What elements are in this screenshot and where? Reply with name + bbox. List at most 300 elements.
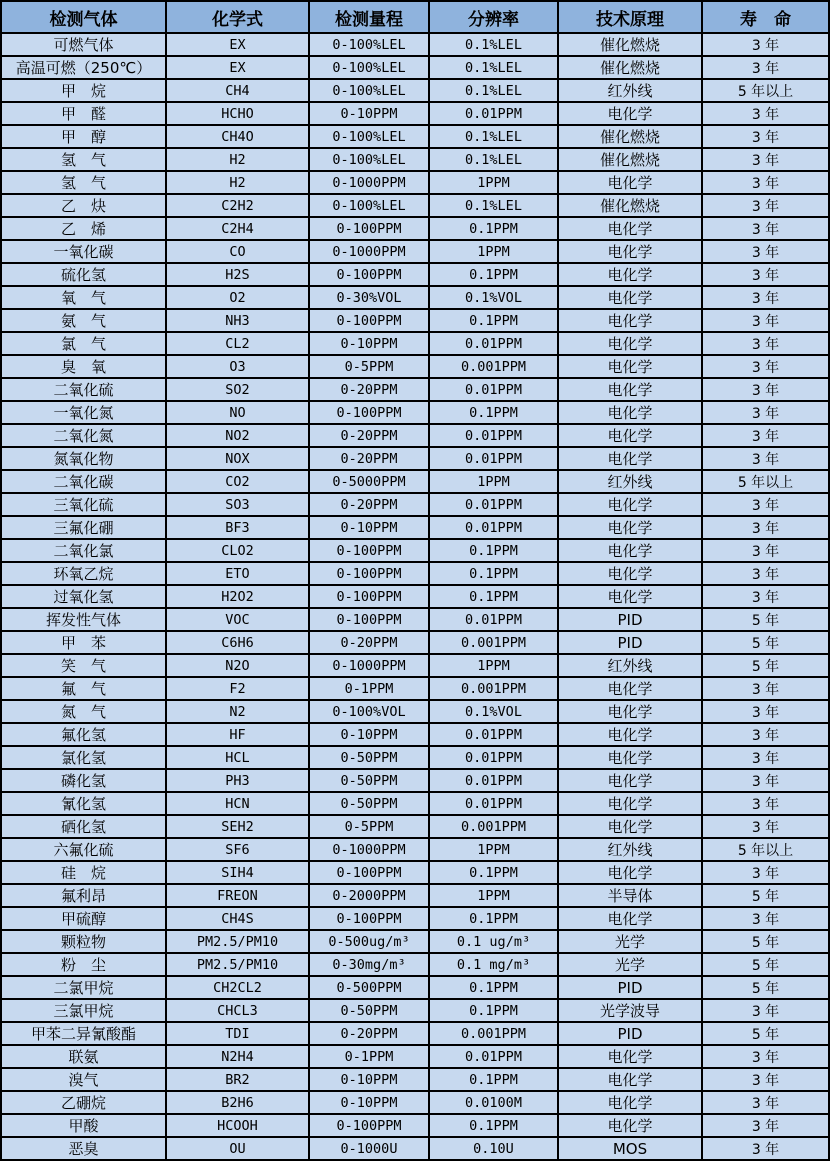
table-cell: 粉 尘 — [1, 953, 166, 976]
table-cell: 甲 醇 — [1, 125, 166, 148]
table-cell: 0.01PPM — [429, 792, 558, 815]
table-body — [1, 33, 829, 1160]
table-cell: N2 — [166, 700, 309, 723]
table-cell: 0.1%LEL — [429, 79, 558, 102]
table-cell: 六氟化硫 — [1, 838, 166, 861]
table-cell: 光学 — [558, 953, 702, 976]
table-cell: 氮 气 — [1, 700, 166, 723]
table-cell: 0-100PPM — [309, 861, 429, 884]
table-cell: 电化学 — [558, 1045, 702, 1068]
table-cell: 电化学 — [558, 263, 702, 286]
table-cell: PID — [558, 608, 702, 631]
table-cell: HF — [166, 723, 309, 746]
table-cell: 0.1PPM — [429, 401, 558, 424]
table-cell: 0-100%LEL — [309, 148, 429, 171]
table-cell: 电化学 — [558, 309, 702, 332]
table-row — [1, 930, 829, 953]
table-cell: 乙硼烷 — [1, 1091, 166, 1114]
table-cell: 0.1PPM — [429, 263, 558, 286]
table-cell: C2H2 — [166, 194, 309, 217]
table-cell: 5 年 — [702, 953, 829, 976]
table-cell: H2 — [166, 171, 309, 194]
table-cell: 0.1PPM — [429, 585, 558, 608]
table-row — [1, 792, 829, 815]
table-cell: 0-1000PPM — [309, 838, 429, 861]
table-cell: 硫化氢 — [1, 263, 166, 286]
table-cell: PH3 — [166, 769, 309, 792]
table-cell: BR2 — [166, 1068, 309, 1091]
table-cell: 0-1000U — [309, 1137, 429, 1160]
table-cell: 0-20PPM — [309, 378, 429, 401]
table-cell: 3 年 — [702, 263, 829, 286]
table-cell: 0.1 mg/m³ — [429, 953, 558, 976]
table-cell: 0-10PPM — [309, 516, 429, 539]
table-row — [1, 907, 829, 930]
table-cell: 5 年 — [702, 976, 829, 999]
table-cell: CH2CL2 — [166, 976, 309, 999]
table-cell: 3 年 — [702, 792, 829, 815]
header-row — [1, 1, 829, 33]
table-cell: 3 年 — [702, 769, 829, 792]
table-cell: 电化学 — [558, 861, 702, 884]
column-header: 寿 命 — [702, 1, 829, 33]
table-cell: 氰化氢 — [1, 792, 166, 815]
table-cell: 0.10U — [429, 1137, 558, 1160]
table-row — [1, 976, 829, 999]
table-cell: 甲苯二异氰酸酯 — [1, 1022, 166, 1045]
table-cell: 甲 醛 — [1, 102, 166, 125]
table-cell: 3 年 — [702, 999, 829, 1022]
table-cell: HCHO — [166, 102, 309, 125]
table-cell: 氢 气 — [1, 148, 166, 171]
table-cell: 硒化氢 — [1, 815, 166, 838]
table-cell: 3 年 — [702, 194, 829, 217]
table-cell: 颗粒物 — [1, 930, 166, 953]
table-cell: 电化学 — [558, 217, 702, 240]
table-cell: 0-20PPM — [309, 1022, 429, 1045]
table-cell: 乙 炔 — [1, 194, 166, 217]
table-cell: 0-100PPM — [309, 309, 429, 332]
table-cell: 环氧乙烷 — [1, 562, 166, 585]
table-cell: HCN — [166, 792, 309, 815]
table-cell: 氟化氢 — [1, 723, 166, 746]
table-cell: SO2 — [166, 378, 309, 401]
table-cell: 电化学 — [558, 401, 702, 424]
column-header: 化学式 — [166, 1, 309, 33]
table-row — [1, 79, 829, 102]
table-cell: 0-20PPM — [309, 493, 429, 516]
table-cell: 笑 气 — [1, 654, 166, 677]
table-cell: 0.01PPM — [429, 608, 558, 631]
table-cell: 0.01PPM — [429, 746, 558, 769]
table-cell: 5 年 — [702, 1022, 829, 1045]
table-cell: 3 年 — [702, 148, 829, 171]
table-cell: 3 年 — [702, 1091, 829, 1114]
table-cell: 红外线 — [558, 654, 702, 677]
table-cell: 5 年 — [702, 608, 829, 631]
table-cell: 1PPM — [429, 470, 558, 493]
table-cell: 0-100PPM — [309, 217, 429, 240]
table-row — [1, 1091, 829, 1114]
table-cell: 0-10PPM — [309, 1068, 429, 1091]
table-cell: 3 年 — [702, 746, 829, 769]
table-row — [1, 493, 829, 516]
table-row — [1, 585, 829, 608]
table-row — [1, 562, 829, 585]
table-row — [1, 240, 829, 263]
table-row — [1, 102, 829, 125]
table-cell: 0-50PPM — [309, 792, 429, 815]
table-cell: 3 年 — [702, 1045, 829, 1068]
table-cell: 0-10PPM — [309, 332, 429, 355]
table-cell: 5 年以上 — [702, 79, 829, 102]
table-cell: 0.01PPM — [429, 493, 558, 516]
table-cell: 0-30mg/m³ — [309, 953, 429, 976]
table-row — [1, 286, 829, 309]
table-cell: SIH4 — [166, 861, 309, 884]
table-cell: 3 年 — [702, 378, 829, 401]
table-cell: EX — [166, 56, 309, 79]
column-header: 分辨率 — [429, 1, 558, 33]
table-cell: 5 年以上 — [702, 838, 829, 861]
table-cell: 氟 气 — [1, 677, 166, 700]
table-cell: H2O2 — [166, 585, 309, 608]
table-cell: 0-100PPM — [309, 263, 429, 286]
table-cell: 3 年 — [702, 171, 829, 194]
table-cell: 电化学 — [558, 1091, 702, 1114]
table-cell: 5 年 — [702, 884, 829, 907]
table-cell: 0-20PPM — [309, 424, 429, 447]
table-cell: CH4S — [166, 907, 309, 930]
table-cell: 3 年 — [702, 102, 829, 125]
table-row — [1, 217, 829, 240]
table-cell: 0.1 ug/m³ — [429, 930, 558, 953]
table-cell: 磷化氢 — [1, 769, 166, 792]
table-cell: PM2.5/PM10 — [166, 953, 309, 976]
table-cell: 0.1PPM — [429, 1068, 558, 1091]
table-row — [1, 700, 829, 723]
table-cell: O2 — [166, 286, 309, 309]
table-cell: 电化学 — [558, 102, 702, 125]
table-cell: 0.01PPM — [429, 102, 558, 125]
table-cell: 0-1000PPM — [309, 240, 429, 263]
table-cell: 臭 氧 — [1, 355, 166, 378]
table-cell: 1PPM — [429, 654, 558, 677]
table-cell: SO3 — [166, 493, 309, 516]
table-cell: 半导体 — [558, 884, 702, 907]
table-cell: 3 年 — [702, 401, 829, 424]
table-cell: 电化学 — [558, 332, 702, 355]
table-cell: 0.1PPM — [429, 976, 558, 999]
table-cell: 电化学 — [558, 792, 702, 815]
table-cell: SF6 — [166, 838, 309, 861]
table-cell: CL2 — [166, 332, 309, 355]
table-cell: MOS — [558, 1137, 702, 1160]
table-cell: C2H4 — [166, 217, 309, 240]
table-cell: 氧 气 — [1, 286, 166, 309]
table-row — [1, 447, 829, 470]
table-cell: 电化学 — [558, 769, 702, 792]
table-cell: 0-10PPM — [309, 1091, 429, 1114]
table-cell: 0.01PPM — [429, 769, 558, 792]
table-cell: 0.1PPM — [429, 999, 558, 1022]
table-cell: 挥发性气体 — [1, 608, 166, 631]
table-cell: 0.01PPM — [429, 1045, 558, 1068]
table-row — [1, 861, 829, 884]
table-cell: 0-100PPM — [309, 1114, 429, 1137]
table-cell: 氢 气 — [1, 171, 166, 194]
table-cell: NO — [166, 401, 309, 424]
table-cell: PID — [558, 976, 702, 999]
table-cell: 0-100PPM — [309, 539, 429, 562]
table-cell: PID — [558, 1022, 702, 1045]
table-cell: 氨 气 — [1, 309, 166, 332]
table-cell: FREON — [166, 884, 309, 907]
table-cell: 催化燃烧 — [558, 194, 702, 217]
table-cell: 过氧化氢 — [1, 585, 166, 608]
table-cell: 电化学 — [558, 1068, 702, 1091]
table-cell: B2H6 — [166, 1091, 309, 1114]
table-header — [1, 1, 829, 33]
table-cell: 3 年 — [702, 217, 829, 240]
table-cell: CO2 — [166, 470, 309, 493]
table-cell: 0-500PPM — [309, 976, 429, 999]
table-cell: 氟利昂 — [1, 884, 166, 907]
table-cell: 3 年 — [702, 723, 829, 746]
table-cell: 乙 烯 — [1, 217, 166, 240]
table-cell: 高温可燃（250℃） — [1, 56, 166, 79]
table-cell: 3 年 — [702, 240, 829, 263]
table-cell: 5 年以上 — [702, 470, 829, 493]
table-cell: 0.01PPM — [429, 723, 558, 746]
table-cell: 0.001PPM — [429, 355, 558, 378]
table-cell: 电化学 — [558, 723, 702, 746]
table-cell: 电化学 — [558, 746, 702, 769]
table-cell: 电化学 — [558, 424, 702, 447]
table-cell: 0.0100M — [429, 1091, 558, 1114]
table-cell: HCL — [166, 746, 309, 769]
table-cell: 0-100%LEL — [309, 79, 429, 102]
table-cell: NO2 — [166, 424, 309, 447]
table-cell: PM2.5/PM10 — [166, 930, 309, 953]
table-cell: 3 年 — [702, 125, 829, 148]
table-cell: 0.01PPM — [429, 378, 558, 401]
table-cell: 电化学 — [558, 700, 702, 723]
table-cell: 0-5PPM — [309, 355, 429, 378]
table-cell: 0.01PPM — [429, 516, 558, 539]
table-cell: 硅 烷 — [1, 861, 166, 884]
table-cell: 3 年 — [702, 1137, 829, 1160]
table-cell: 3 年 — [702, 1068, 829, 1091]
table-cell: 三氟化硼 — [1, 516, 166, 539]
table-row — [1, 608, 829, 631]
table-cell: 电化学 — [558, 516, 702, 539]
table-cell: CLO2 — [166, 539, 309, 562]
table-cell: 3 年 — [702, 493, 829, 516]
table-cell: 红外线 — [558, 470, 702, 493]
table-cell: 光学 — [558, 930, 702, 953]
table-cell: 电化学 — [558, 355, 702, 378]
table-row — [1, 654, 829, 677]
table-cell: 电化学 — [558, 286, 702, 309]
table-cell: 电化学 — [558, 815, 702, 838]
table-cell: O3 — [166, 355, 309, 378]
table-cell: TDI — [166, 1022, 309, 1045]
table-row — [1, 769, 829, 792]
table-cell: 0.01PPM — [429, 424, 558, 447]
table-row — [1, 56, 829, 79]
column-header: 技术原理 — [558, 1, 702, 33]
table-cell: 3 年 — [702, 33, 829, 56]
table-cell: NH3 — [166, 309, 309, 332]
table-cell: 溴气 — [1, 1068, 166, 1091]
table-cell: 电化学 — [558, 447, 702, 470]
table-cell: 电化学 — [558, 240, 702, 263]
table-cell: 催化燃烧 — [558, 148, 702, 171]
table-cell: HCOOH — [166, 1114, 309, 1137]
column-header: 检测量程 — [309, 1, 429, 33]
table-row — [1, 838, 829, 861]
table-cell: 3 年 — [702, 355, 829, 378]
table-cell: 0-100%LEL — [309, 125, 429, 148]
table-cell: 氮氧化物 — [1, 447, 166, 470]
table-cell: 0.1PPM — [429, 1114, 558, 1137]
table-cell: N2H4 — [166, 1045, 309, 1068]
table-cell: 5 年 — [702, 631, 829, 654]
table-cell: 0.001PPM — [429, 1022, 558, 1045]
table-row — [1, 539, 829, 562]
table-cell: 1PPM — [429, 884, 558, 907]
table-row — [1, 884, 829, 907]
table-cell: 光学波导 — [558, 999, 702, 1022]
table-cell: 二氧化氯 — [1, 539, 166, 562]
table-cell: 0.1PPM — [429, 217, 558, 240]
table-cell: 电化学 — [558, 677, 702, 700]
table-cell: CH4O — [166, 125, 309, 148]
table-cell: 1PPM — [429, 240, 558, 263]
table-cell: 一氧化氮 — [1, 401, 166, 424]
table-row — [1, 1068, 829, 1091]
table-cell: 3 年 — [702, 815, 829, 838]
table-cell: 5 年 — [702, 654, 829, 677]
table-cell: 0-50PPM — [309, 999, 429, 1022]
table-row — [1, 516, 829, 539]
table-cell: H2S — [166, 263, 309, 286]
table-cell: 3 年 — [702, 56, 829, 79]
table-cell: 0-100PPM — [309, 401, 429, 424]
table-cell: 0-1000PPM — [309, 171, 429, 194]
table-cell: 0-100PPM — [309, 562, 429, 585]
table-cell: 5 年 — [702, 930, 829, 953]
table-cell: 3 年 — [702, 424, 829, 447]
table-cell: 1PPM — [429, 171, 558, 194]
table-cell: 3 年 — [702, 562, 829, 585]
table-row — [1, 355, 829, 378]
table-cell: 氯 气 — [1, 332, 166, 355]
table-cell: 二氧化碳 — [1, 470, 166, 493]
table-row — [1, 470, 829, 493]
table-cell: 甲 苯 — [1, 631, 166, 654]
table-row — [1, 401, 829, 424]
table-cell: 0.1%VOL — [429, 700, 558, 723]
table-row — [1, 1114, 829, 1137]
table-cell: 0.001PPM — [429, 631, 558, 654]
table-cell: 0-100PPM — [309, 907, 429, 930]
table-cell: 0.1%LEL — [429, 148, 558, 171]
table-cell: 0.1%LEL — [429, 125, 558, 148]
table-cell: 电化学 — [558, 907, 702, 930]
table-cell: 催化燃烧 — [558, 33, 702, 56]
table-cell: ETO — [166, 562, 309, 585]
table-row — [1, 999, 829, 1022]
table-cell: 电化学 — [558, 171, 702, 194]
table-cell: 0-5000PPM — [309, 470, 429, 493]
table-cell: 电化学 — [558, 539, 702, 562]
table-cell: 恶臭 — [1, 1137, 166, 1160]
table-cell: 红外线 — [558, 838, 702, 861]
table-cell: 二氧化硫 — [1, 378, 166, 401]
table-cell: 甲 烷 — [1, 79, 166, 102]
table-cell: 0-30%VOL — [309, 286, 429, 309]
table-cell: 电化学 — [558, 493, 702, 516]
table-cell: 3 年 — [702, 286, 829, 309]
table-cell: 0.001PPM — [429, 815, 558, 838]
table-cell: 0.1PPM — [429, 309, 558, 332]
table-cell: 3 年 — [702, 861, 829, 884]
table-cell: 0-1PPM — [309, 677, 429, 700]
table-cell: 电化学 — [558, 1114, 702, 1137]
table-row — [1, 953, 829, 976]
table-cell: NOX — [166, 447, 309, 470]
table-cell: 甲硫醇 — [1, 907, 166, 930]
table-row — [1, 815, 829, 838]
table-row — [1, 125, 829, 148]
table-row — [1, 309, 829, 332]
table-cell: CHCL3 — [166, 999, 309, 1022]
table-cell: 0.1%VOL — [429, 286, 558, 309]
table-cell: 二氧化氮 — [1, 424, 166, 447]
table-cell: F2 — [166, 677, 309, 700]
table-row — [1, 148, 829, 171]
table-cell: BF3 — [166, 516, 309, 539]
table-cell: SEH2 — [166, 815, 309, 838]
table-cell: CO — [166, 240, 309, 263]
table-cell: 联氨 — [1, 1045, 166, 1068]
table-row — [1, 677, 829, 700]
table-cell: 3 年 — [702, 1114, 829, 1137]
table-cell: 电化学 — [558, 562, 702, 585]
table-cell: 0-5PPM — [309, 815, 429, 838]
table-cell: 1PPM — [429, 838, 558, 861]
table-cell: 0-100%LEL — [309, 56, 429, 79]
table-row — [1, 631, 829, 654]
table-cell: 0.1PPM — [429, 907, 558, 930]
table-cell: 红外线 — [558, 79, 702, 102]
table-cell: 0.1PPM — [429, 539, 558, 562]
table-cell: 3 年 — [702, 447, 829, 470]
column-header: 检测气体 — [1, 1, 166, 33]
table-cell: 3 年 — [702, 539, 829, 562]
table-cell: 0.1PPM — [429, 861, 558, 884]
table-cell: 0-10PPM — [309, 723, 429, 746]
table-cell: 3 年 — [702, 677, 829, 700]
table-cell: 0-1000PPM — [309, 654, 429, 677]
table-row — [1, 1137, 829, 1160]
table-cell: 0-20PPM — [309, 447, 429, 470]
table-cell: 0-100%VOL — [309, 700, 429, 723]
table-cell: 0.001PPM — [429, 677, 558, 700]
table-cell: 催化燃烧 — [558, 125, 702, 148]
